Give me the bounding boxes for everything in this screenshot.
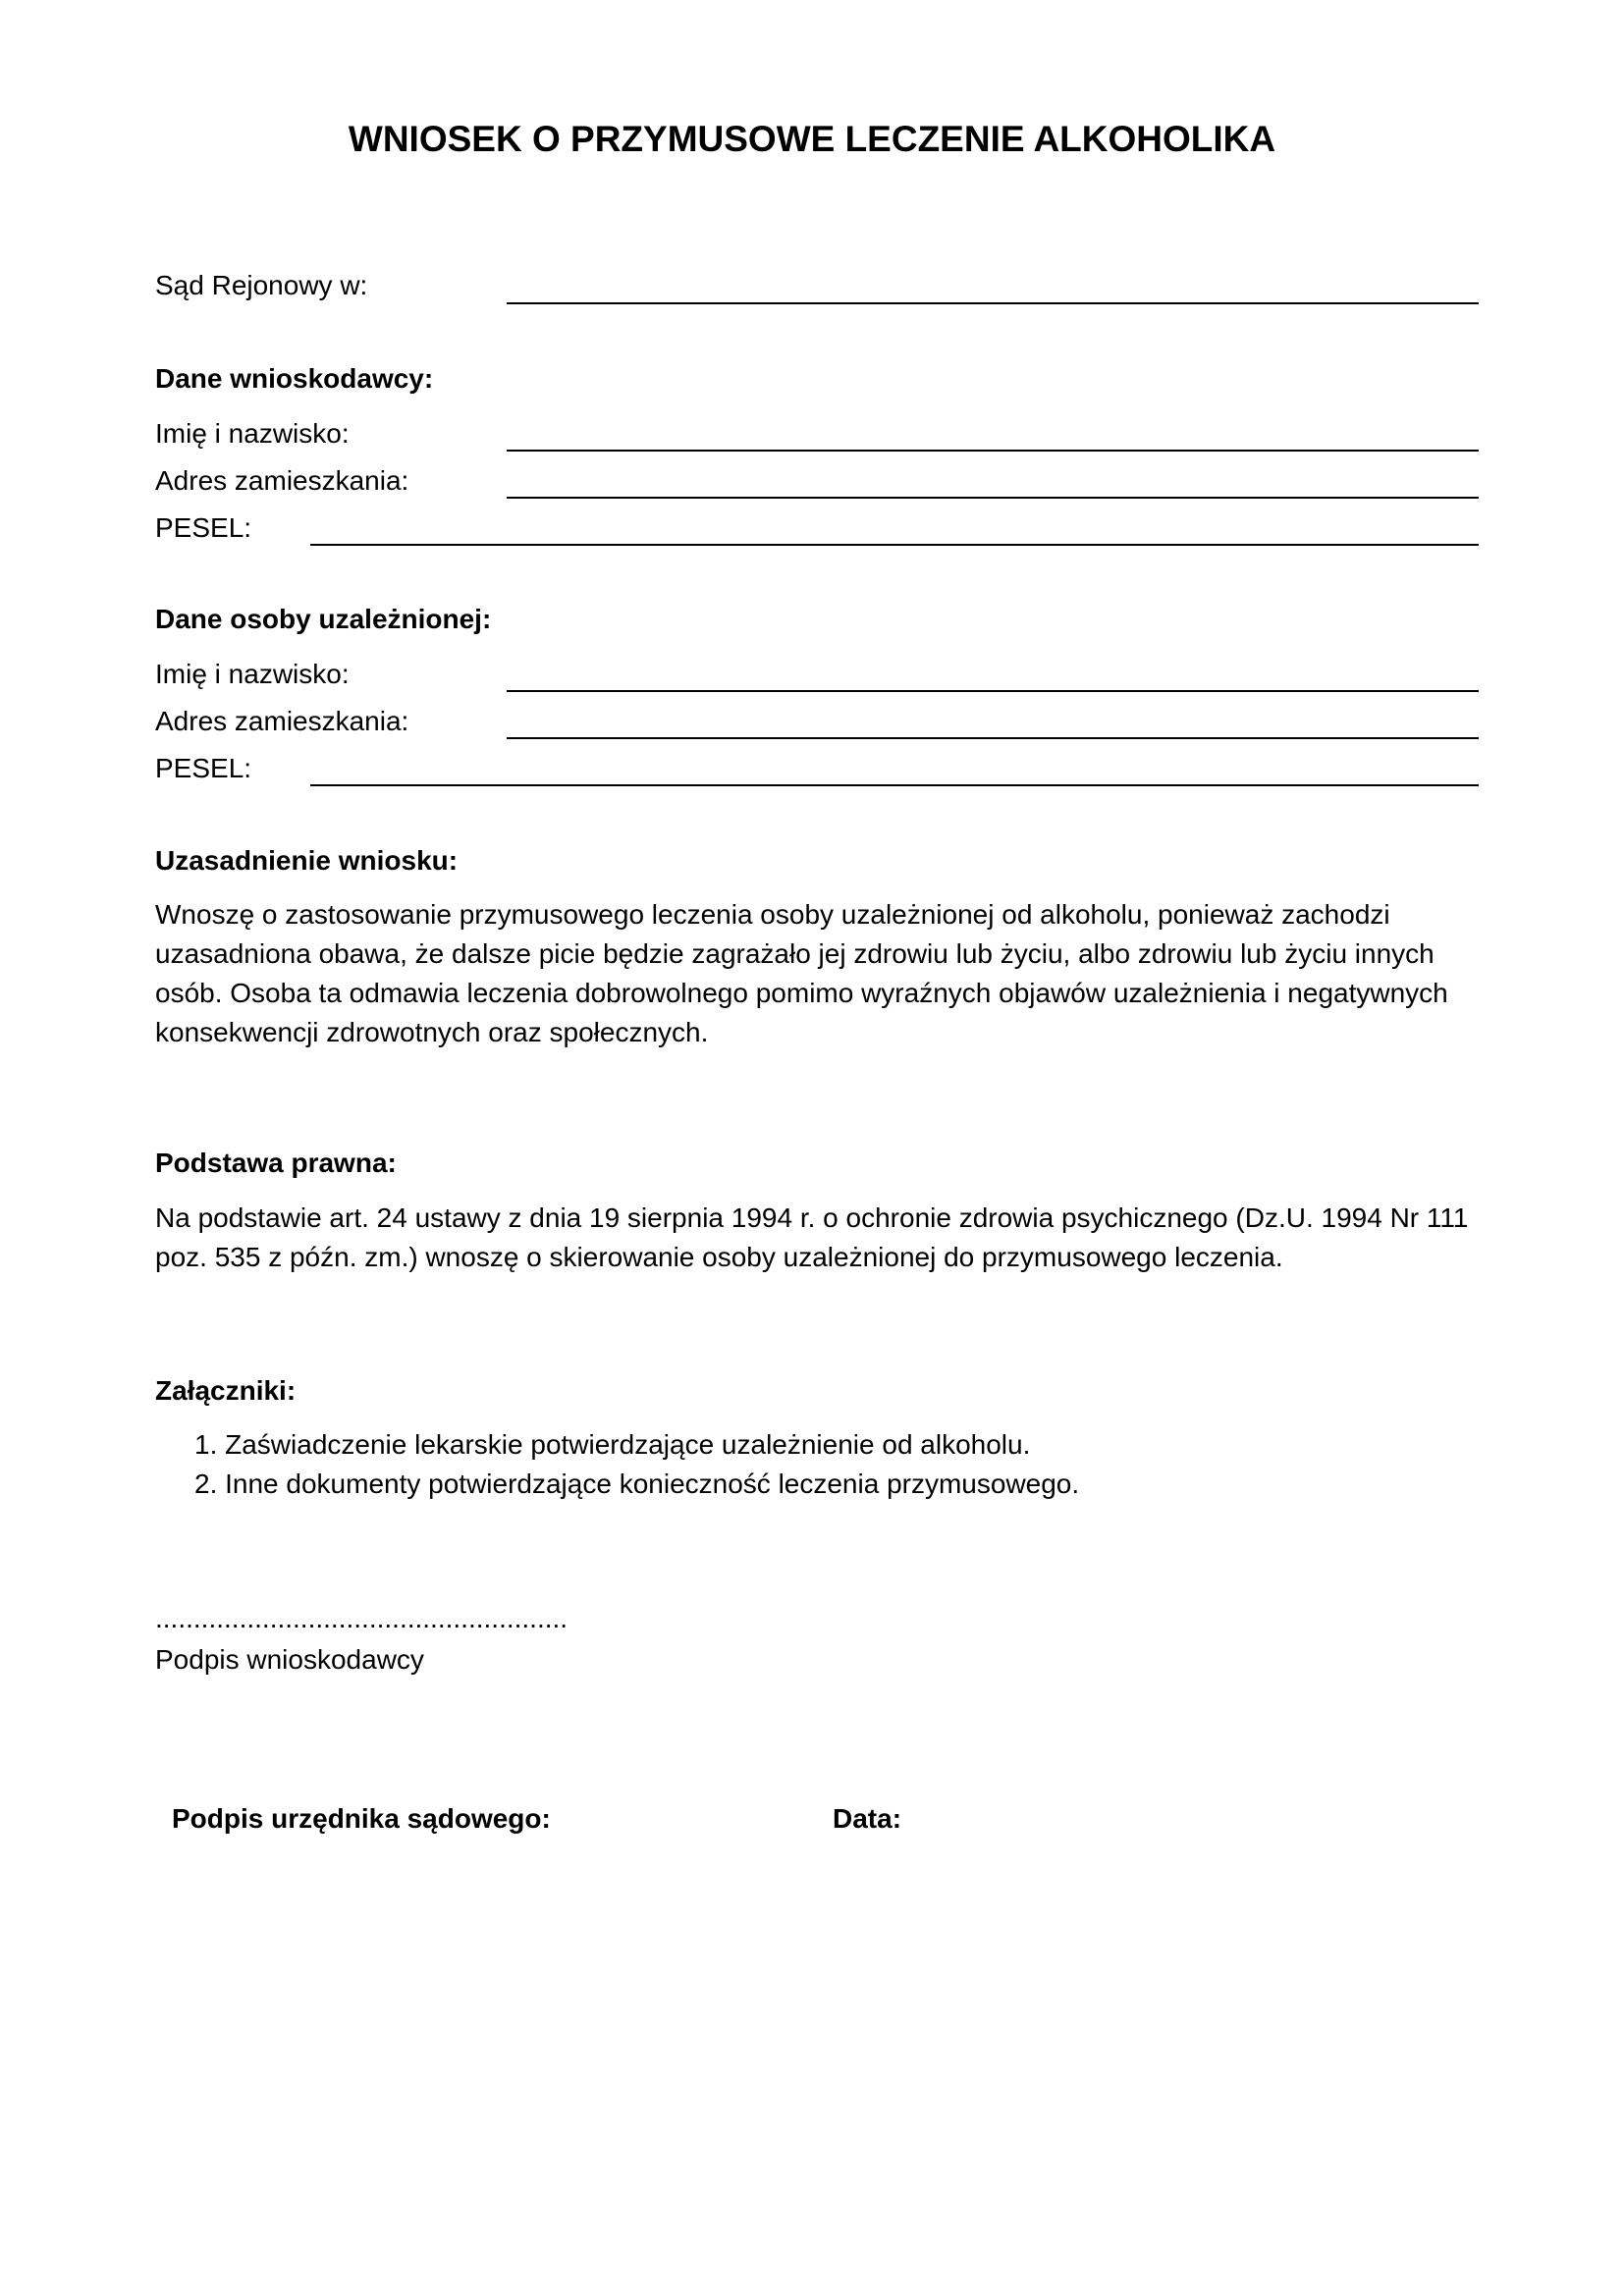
signature-label: Podpis wnioskodawcy xyxy=(155,1644,424,1675)
justification-text: Wnoszę o zastosowanie przymusowego leczenia osoby uzależnionej od alkoholu, ponieważ zachodzi uzasadniona obawa, że dalsze picie będzie zagrażało jej zdrowiu lub życiu, albo zdrowiu lub życiu innych osób. Osoba ta odmawia leczenia dobrowolnego pomimo wyraźnych objawów uzależnienia i negatywnych konsekwencji zdrowotnych oraz społecznych. xyxy=(155,899,1448,1047)
attachment-item: 2. Inne dokumenty potwierdzające konieczność leczenia przymusowego. xyxy=(194,1468,1080,1499)
date-label: Data: xyxy=(833,1803,902,1834)
applicant-address-field-line[interactable] xyxy=(507,497,1479,499)
attachment-item: 1. Zaświadczenie lekarskie potwierdzające uzależnienie od alkoholu. xyxy=(194,1429,1031,1460)
applicant-pesel-label: PESEL: xyxy=(155,512,252,543)
addicted-name-field-line[interactable] xyxy=(507,690,1479,692)
addicted-pesel-field-line[interactable] xyxy=(310,784,1479,786)
justification-heading: Uzasadnienie wniosku: xyxy=(155,845,459,876)
legal-basis-heading: Podstawa prawna: xyxy=(155,1148,397,1178)
court-field-line[interactable] xyxy=(507,302,1479,304)
applicant-name-field-line[interactable] xyxy=(507,450,1479,452)
attachments-list xyxy=(194,1425,1079,1504)
addicted-address-label: Adres zamieszkania: xyxy=(155,706,409,736)
applicant-heading: Dane wnioskodawcy: xyxy=(155,363,434,394)
addicted-name-label: Imię i nazwisko: xyxy=(155,659,350,689)
legal-basis-text: Na podstawie art. 24 ustawy z dnia 19 sierpnia 1994 r. o ochronie zdrowia psychicznego (Dz.U. 1994 Nr 111 poz. 535 z późn. zm.) wnoszę o skierowanie osoby uzależnionej do przymusowego leczenia. xyxy=(155,1202,1469,1272)
addicted-address-field-line[interactable] xyxy=(507,737,1479,739)
signature-dots: ...................................................... xyxy=(155,1603,568,1633)
applicant-pesel-field-line[interactable] xyxy=(310,544,1479,546)
addicted-heading: Dane osoby uzależnionej: xyxy=(155,604,492,634)
attachments-heading: Załączniki: xyxy=(155,1375,297,1406)
clerk-signature-label: Podpis urzędnika sądowego: xyxy=(172,1803,551,1834)
applicant-address-label: Adres zamieszkania: xyxy=(155,465,409,496)
applicant-name-label: Imię i nazwisko: xyxy=(155,418,350,449)
court-label: Sąd Rejonowy w: xyxy=(155,270,368,300)
addicted-pesel-label: PESEL: xyxy=(155,753,252,783)
document-title: WNIOSEK O PRZYMUSOWE LECZENIE ALKOHOLIKA xyxy=(348,119,1276,159)
